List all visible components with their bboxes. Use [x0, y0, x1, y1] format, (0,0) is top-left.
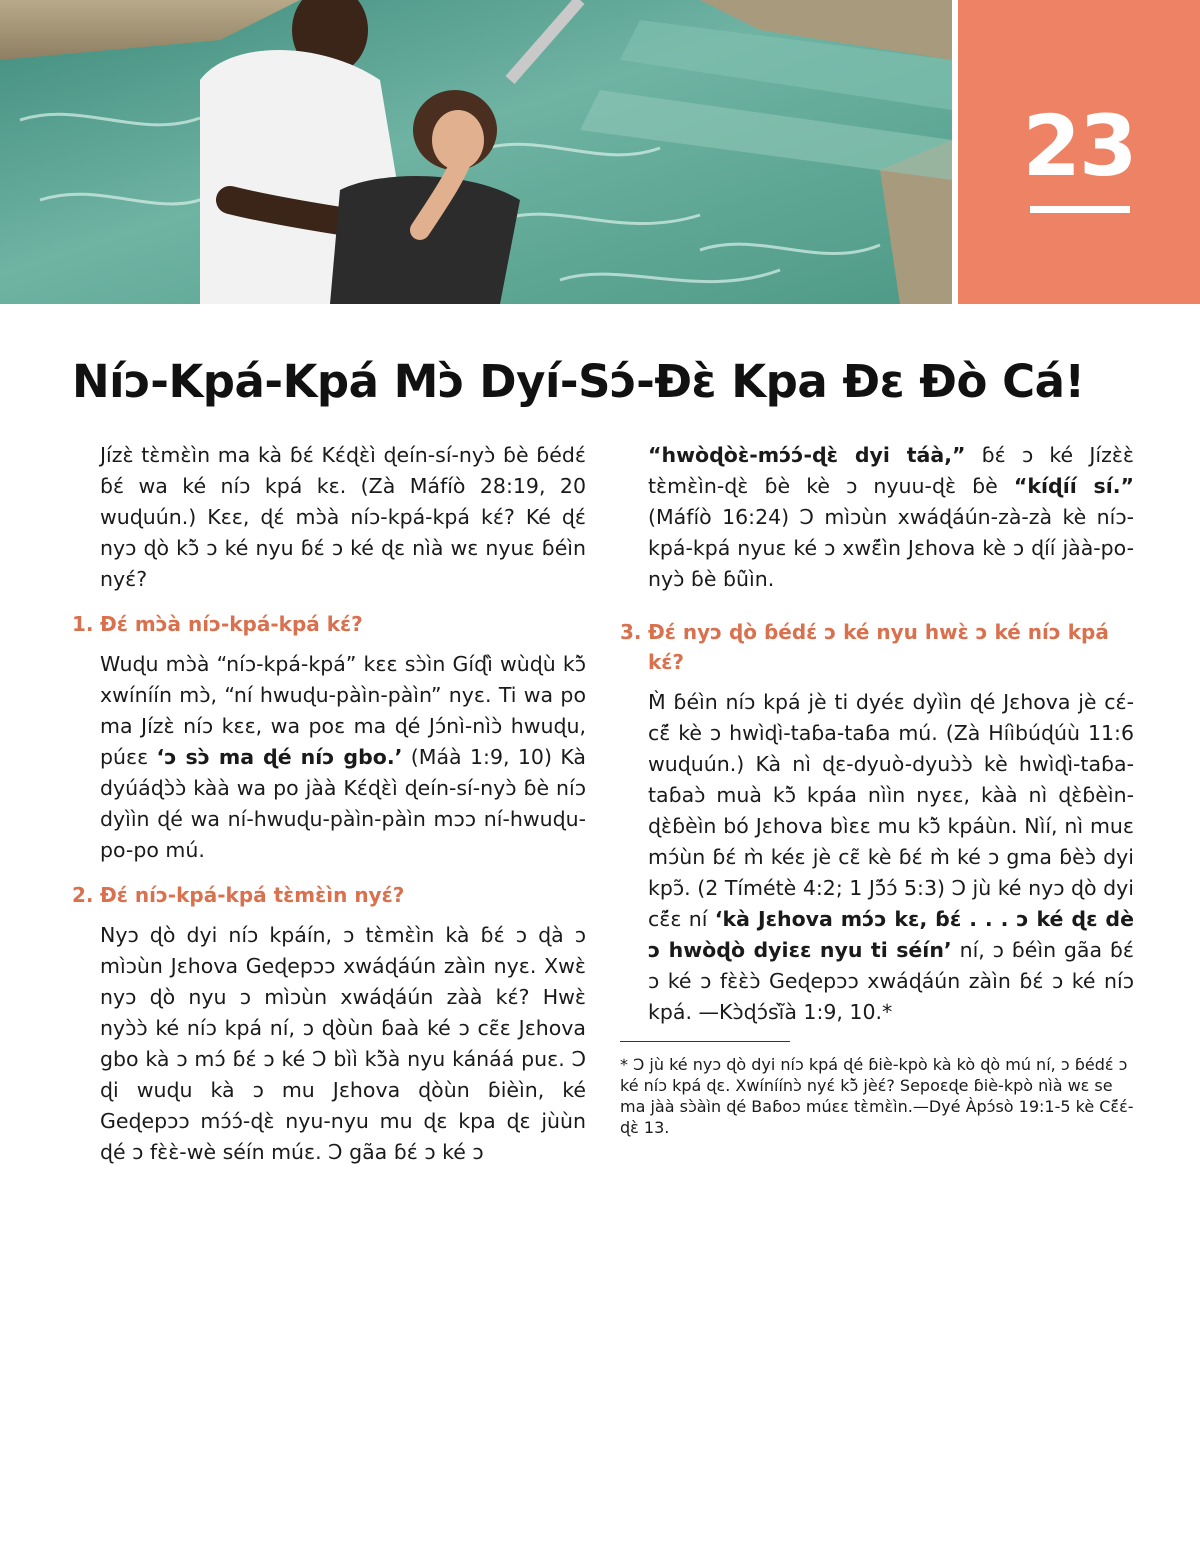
section-bold-text: ‘ɔ sɔ̀ ma ɖé níɔ gbo.’ — [156, 745, 403, 769]
section-text: Wuɖu mɔ̀à “níɔ-kpá-kpá” kɛɛ sɔ̀ìn Gíɖì̀ wùɖù kɔ̃̀ xwíníín mɔ̀, “ní hwuɖu-pàìn-pàìn” nyɛ. Ti wa po ma Jízɛ̀ níɔ kɛɛ, wa poɛ ma ɖé Jɔ́nì-nìɔ̀ hwuɖu, púɛɛ — [100, 652, 586, 769]
section-text: (Máà 1:9, 10) Kà dyúáɖɔ̀ɔ̀ kàà wa po jàà Kɛ́ɖɛ̀ì ɖeín-sí-nyɔ̀ ɓè níɔ dyììn ɖé wa ní-hwuɖu-pàìn-pàìn mɔɔ ní-hwuɖu-po-po mú. — [100, 745, 586, 862]
section-3-paragraph — [648, 687, 1134, 1028]
footnote: * Ɔ jù ké nyɔ ɖò dyi níɔ kpá ɖé ɓiè-kpò kà kò ɖò mú ní, ɔ ɓédɛ́ ɔ ké níɔ kpá ɖɛ. Xwíníínɔ̀ nyɛ́ kɔ̃̀ jèɛ́? Sepoɛɖe ɓiè-kpò nìà wɛ se ma jàà sɔ̀àìn ɖé Baɓoɔ múɛɛ tɛ̀mɛ̀ìn.—Dyé Àpɔ́sò 19:1-5 kè Cɛ̃́ɛ́-ɖɛ̀ 13. — [620, 1055, 1134, 1137]
page-title: Níɔ-Kpá-Kpá Mɔ̀ Dyí-Sɔ́-Ɖɛ̀ Kpa Ɖɛ Ɖò Cá! — [72, 355, 1085, 408]
section-text: (Máfíò 16:24) Ɔ mìɔùn xwáɖáún-zà-zà kè níɔ-kpá-kpá nyuɛ ké ɔ xwɛ̃́ìn Jɛhova kè ɔ ɖíí jàà-po-nyɔ̀ ɓè ɓũ̀ìn. — [648, 505, 1134, 591]
question-number: 2. — [72, 883, 94, 907]
header-photo — [0, 0, 952, 304]
section-2-continued — [648, 440, 1134, 595]
footnote-divider — [620, 1041, 790, 1042]
section-bold-text: ‘kà Jɛhova mɔ́ɔ kɛ, ɓɛ́ . . . ɔ ké ɖɛ dè ɔ hwòɖò dyiɛɛ nyu ti séín’ — [648, 907, 1134, 962]
section-1-paragraph — [100, 649, 586, 866]
chapter-number: 23 — [1022, 97, 1136, 195]
left-column — [72, 440, 586, 1164]
section-text: ní, ɔ ɓéìn gãa ɓɛ́ ɔ ké ɔ fɛ̀ɛ̀ɔ̀ Geɖepɔɔ xwáɖáún zàìn ɓɛ́ ɔ ké níɔ kpá. —Kɔ̀ɖɔ́sĩ̀à 1:9, 10.* — [648, 938, 1135, 1024]
intro-paragraph: Jízɛ̀ tɛ̀mɛ̀ìn ma kà ɓɛ́ Kɛ́ɖɛ̀ì ɖeín-sí-nyɔ̀ ɓè ɓédɛ́ ɓɛ́ wa ké níɔ kpá kɛ. (Zà Máfíò 28:19, 20 wuɖuún.) Kɛɛ, ɖɛ́ mɔ̀à níɔ-kpá-kpá kɛ́? Ké ɖɛ́ nyɔ ɖò kɔ̃̀ ɔ ké nyu ɓɛ́ ɔ ké ɖɛ nìà wɛ nyuɛ ɓéìn nyɛ́? — [100, 443, 586, 591]
question-number: 1. — [72, 612, 94, 636]
chapter-number-box — [958, 0, 1200, 304]
question-number: 3. — [620, 620, 642, 644]
section-bold-text: “kíɖíí sí.” — [1013, 474, 1134, 498]
question-text: Ɖɛ́ mɔ̀à níɔ-kpá-kpá kɛ́? — [100, 612, 363, 636]
question-1 — [72, 609, 586, 639]
section-2-paragraph — [100, 920, 586, 1164]
question-2 — [72, 880, 586, 910]
section-text: ɓɛ́ ɔ ké Jízɛ̀ɛ̀ tɛ̀mɛ̀ìn-ɖɛ̀ ɓè kè ɔ nyuu-ɖɛ̀ ɓè — [648, 443, 1134, 498]
section-bold-text: “hwòɖòɛ̀-mɔ́ɔ́-ɖɛ̀ dyi táà,” — [648, 443, 966, 467]
right-column — [620, 440, 1134, 1138]
question-3 — [620, 617, 1134, 677]
section-text: M̀ ɓéìn níɔ kpá jè ti dyéɛ dyììn ɖé Jɛhova jè cɛ́-cɛ̃́ kè ɔ hwìɖì-taɓa-taɓa mú. (Zà Híìbúɖúù 11:6 wuɖuún.) Kà nì ɖɛ-dyuò-dyuɔ̀ɔ̀ kè hwìɖì-taɓa-taɓaɔ̀ muà kɔ̃̀ kpáa nììn nyɛɛ, kàà nì ɖɛ̀ɓèìn-ɖɛ̀ɓèìn bó Jɛhova bìɛɛ mu kɔ̃̀ kpáùn. Nìí, nì muɛ mɔ́ùn ɓɛ́ m̀ kéɛ jè cɛ̃ kè ɓɛ́ m̀ ké ɔ gma ɓèɔ̀ dyi kpɔ̃. (2 Tímétè 4:2; 1 Jɔ̃́ɔ́ 5:3) Ɔ jù ké nyɔ ɖò dyi cɛ̃́ɛ ní — [648, 690, 1134, 931]
question-text: Ɖɛ́ níɔ-kpá-kpá tɛ̀mɛ̀ìn nyɛ́? — [100, 883, 405, 907]
question-text: Ɖɛ́ nyɔ ɖò ɓédɛ́ ɔ ké nyu hwɛ̀ ɔ ké níɔ kpá kɛ́? — [648, 620, 1109, 674]
section-text: Nyɔ ɖò dyi níɔ kpáín, ɔ tɛ̀mɛ̀ìn kà ɓɛ́ ɔ ɖà ɔ mìɔùn Jɛhova Geɖepɔɔ xwáɖáún zàìn nyɛ. Xwɛ̀ nyɔ ɖò nyu ɔ mìɔùn xwáɖáún zàà kɛ́? Hwɛ̀ nyɔ̀ɔ̀ ké níɔ kpá ní, ɔ ɖòùn ɓaà ké ɔ cɛ̃ɛ Jɛhova gbo kà ɔ mɔ́ ɓɛ́ ɔ ké Ɔ bìì kɔ̃̀à nyu kánáá puɛ. Ɔ ɖi wuɖu kà ɔ mu Jɛhova ɖòùn ɓièìn, ké Geɖepɔɔ mɔ́ɔ́-ɖɛ̀ nyu-nyu mu ɖɛ kpa ɖɛ jùùn ɖé ɔ fɛ̀ɛ̀-wè séín múɛ. Ɔ gãa ɓɛ́ ɔ ké ɔ — [100, 923, 586, 1164]
chapter-underline — [1030, 206, 1130, 213]
